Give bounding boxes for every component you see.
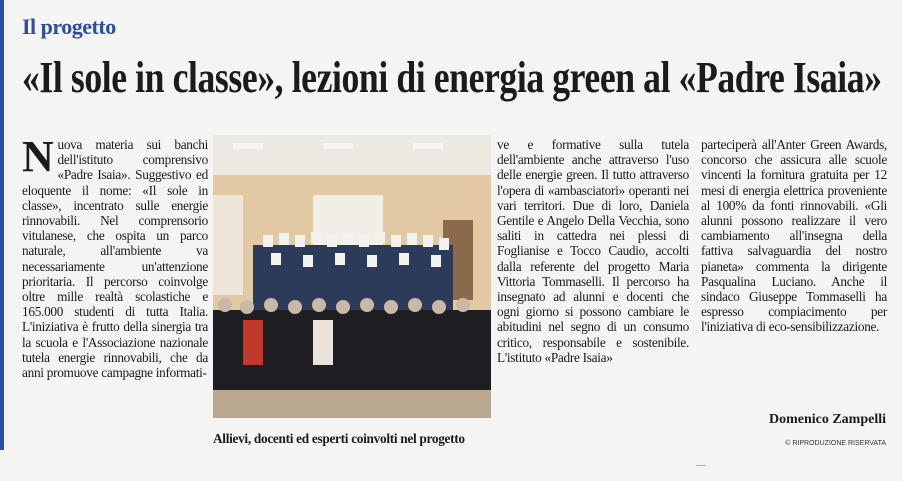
section-label: Il progetto <box>22 14 116 39</box>
headline: «Il sole in classe», lezioni di energia green al «Padre Isaia» <box>22 53 882 102</box>
photo-caption: Allievi, docenti ed esperti coinvolti nel progetto <box>213 431 465 446</box>
article-column-4 <box>701 137 887 335</box>
rights-notice: © RIPRODUZIONE RISERVATA <box>785 440 886 447</box>
dropcap: N <box>22 132 54 181</box>
group-photo <box>213 135 491 418</box>
accent-bar <box>0 0 4 450</box>
article-column-1 <box>22 132 208 381</box>
column-1-text: uova materia sui banchi dell'istituto comprensivo «Padre Isaia». Suggestivo ed eloquente il nome: «Il sole in classe», incentrato sulle energie rinnovabili. Nel comprensorio vitulanese, che ospita un parco naturale, all'ambiente va necessariamente un'attenzione prioritaria. Il percorso coinvolge oltre mille realtà scolastiche e 165.000 studenti di tutta Italia. L'iniziativa è frutto della sinergia tra la scuola e l'Associazione nazionale tutela energie rinnovabili, che da anni promuove campagne informati- <box>22 137 208 381</box>
article-column-3 <box>497 137 689 365</box>
divider <box>696 465 706 466</box>
author-byline: Domenico Zampelli <box>768 412 886 427</box>
column-4-text: parteciperà all'Anter Green Awards, concorso che assicura alle scuole vincenti la fornitura gratuita per 12 mesi di energia elettrica proveniente al 100% da fonti rinnovabili. «Gli alunni possono realizzare il vero cambiamento all'insegna della fattiva salvaguardia del nostro pianeta» commenta la dirigente Pasqualina Luciano. Anche il sindaco Giuseppe Tommaselli ha espresso compiacimento per l'iniziativa di eco-sensibilizzazione. <box>701 137 887 335</box>
column-3-text: ve e formative sulla tutela dell'ambiente anche attraverso l'uso delle energie green. Il tutto attraverso l'opera di «ambasciatori» operanti nei vari territori. Due di loro, Daniela Gentile e Angelo Della Vecchia, sono saliti in cattedra nei plessi di Foglianise e Tocco Caudio, accolti dalla referente del progetto Maria Vittoria Tommaselli. Il percorso ha insegnato ad alunni e docenti che ogni giorno si possono cambiare le abitudini nel segno di un consumo critico, responsabile e sostenibile. L'istituto «Padre Isaia» <box>497 137 689 365</box>
